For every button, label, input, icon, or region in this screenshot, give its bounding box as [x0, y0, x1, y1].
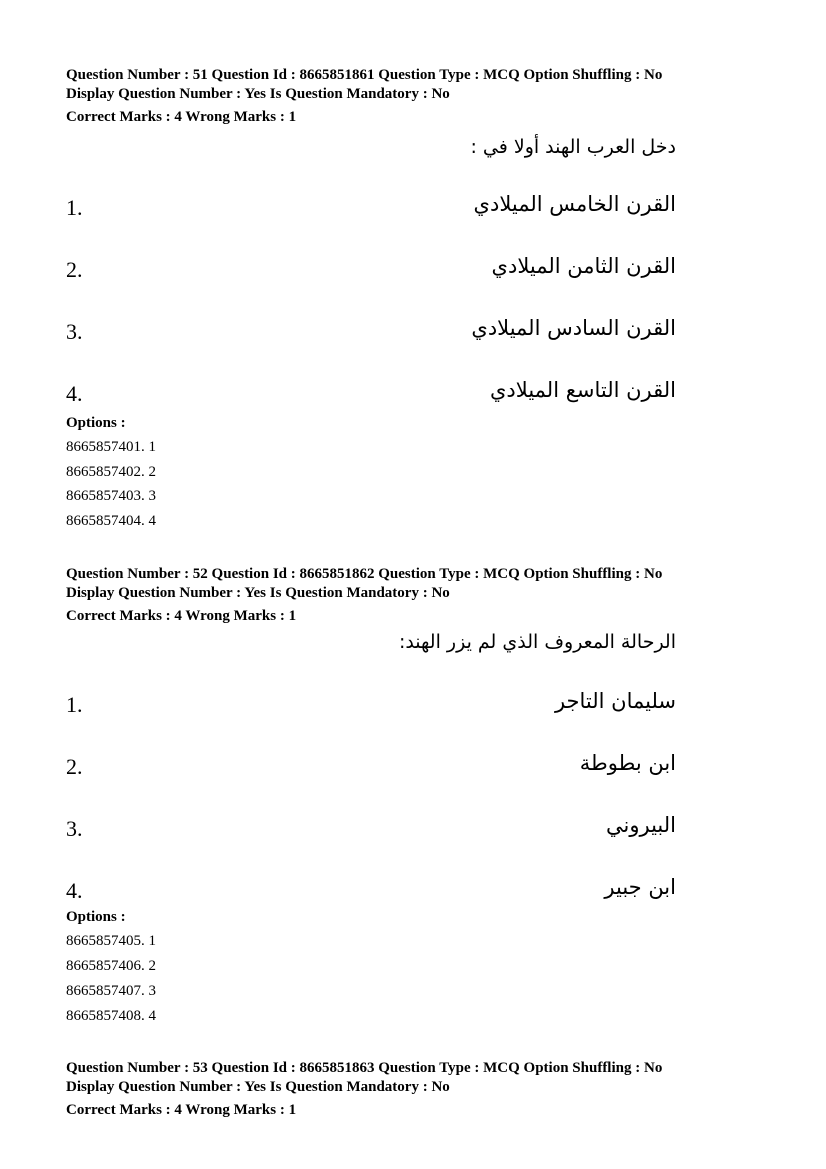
option-id: 8665857406. 2: [66, 958, 156, 974]
option-id: 8665857402. 2: [66, 464, 156, 480]
choice-number: 3.: [66, 319, 83, 344]
options-label: Options :: [66, 415, 126, 431]
question-52-text: الرحالة المعروف الذي لم يزر الهند:: [398, 631, 676, 653]
question-marks-line: Correct Marks : 4 Wrong Marks : 1: [66, 109, 297, 125]
question-52-meta: [66, 565, 766, 626]
question-meta-line1: Question Number : 51 Question Id : 8665851861 Question Type : MCQ Option Shuffling : No: [66, 67, 663, 83]
choice-text: ابن بطوطة: [579, 751, 676, 775]
question-meta-line2: Display Question Number : Yes Is Question Mandatory : No: [66, 585, 450, 601]
choice-text: سليمان التاجر: [554, 689, 676, 713]
question-51-text: دخل العرب الهند أولا في :: [470, 136, 676, 158]
choice-text: القرن التاسع الميلادي: [490, 378, 676, 402]
question-meta-line1: Question Number : 53 Question Id : 8665851863 Question Type : MCQ Option Shuffling : No: [66, 1060, 663, 1076]
choice-number: 1.: [66, 195, 83, 220]
question-marks-line: Correct Marks : 4 Wrong Marks : 1: [66, 1102, 297, 1118]
choice-text: البيروني: [606, 813, 676, 837]
choice-text: القرن السادس الميلادي: [471, 316, 676, 340]
question-marks-line: Correct Marks : 4 Wrong Marks : 1: [66, 608, 297, 624]
choice-number: 4.: [66, 381, 83, 406]
option-id: 8665857405. 1: [66, 933, 156, 949]
option-id: 8665857408. 4: [66, 1008, 156, 1024]
choice-number: 3.: [66, 816, 83, 841]
choice-number: 2.: [66, 754, 83, 779]
choice-number: 1.: [66, 692, 83, 717]
option-id: 8665857407. 3: [66, 983, 156, 999]
option-id: 8665857404. 4: [66, 513, 156, 529]
question-meta-line2: Display Question Number : Yes Is Question Mandatory : No: [66, 1079, 450, 1095]
question-53-meta: [66, 1059, 766, 1120]
option-id: 8665857403. 3: [66, 488, 156, 504]
choice-text: القرن الخامس الميلادي: [473, 192, 676, 216]
choice-text: ابن جبير: [604, 875, 676, 899]
choice-number: 4.: [66, 878, 83, 903]
option-id: 8665857401. 1: [66, 439, 156, 455]
choice-number: 2.: [66, 257, 83, 282]
options-label: Options :: [66, 909, 126, 925]
question-meta-line1: Question Number : 52 Question Id : 8665851862 Question Type : MCQ Option Shuffling : No: [66, 566, 663, 582]
choice-text: القرن الثامن الميلادي: [491, 254, 676, 278]
question-51-meta: [66, 66, 766, 127]
question-meta-line2: Display Question Number : Yes Is Question Mandatory : No: [66, 86, 450, 102]
